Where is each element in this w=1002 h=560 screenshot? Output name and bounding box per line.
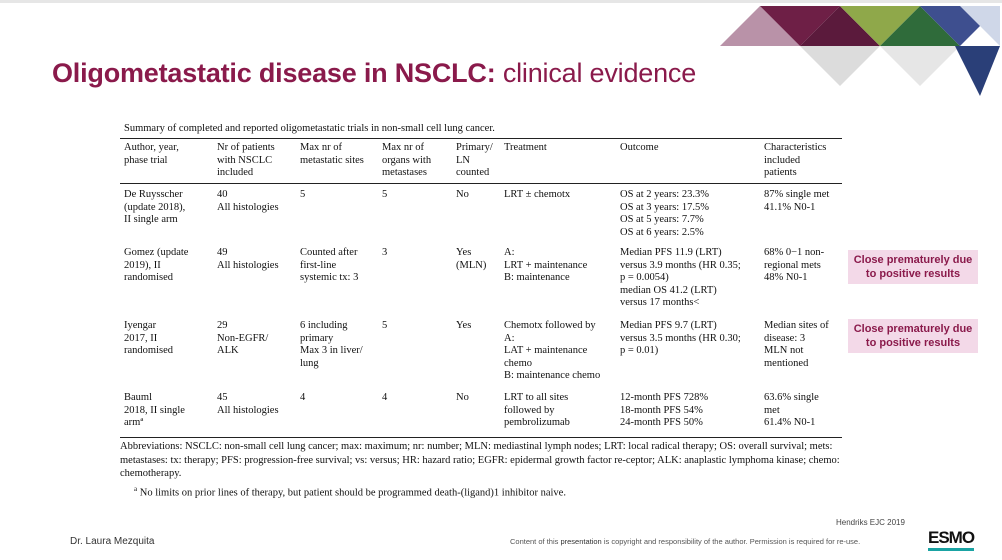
header-patients: Nr of patients with NSCLC included bbox=[217, 142, 275, 178]
copyright-notice: Content of this presentation is copyright and responsibility of the author. Permission is required for re-use. bbox=[510, 537, 861, 546]
table-cell: Median PFS 9.7 (LRT) versus 3.5 months (HR 0.30; p = 0.01) bbox=[620, 320, 741, 356]
esmo-logo-accent bbox=[928, 548, 974, 551]
table-cell: LRT ± chemotx bbox=[504, 189, 571, 200]
table-rule-header bbox=[120, 183, 842, 184]
table-cell: Yes bbox=[456, 320, 472, 331]
table-cell: 5 bbox=[300, 189, 306, 200]
table-cell: A: LRT + maintenance B: maintenance bbox=[504, 247, 588, 283]
header-max-organs: Max nr of organs with metastases bbox=[382, 142, 432, 178]
decorative-triangles bbox=[0, 0, 1002, 110]
table-cell: 63.6% single met 61.4% N0-1 bbox=[764, 392, 819, 428]
table-caption: Summary of completed and reported oligometastatic trials in non-small cell lung cancer. bbox=[124, 123, 495, 134]
header-author: Author, year, phase trial bbox=[124, 142, 179, 166]
header-outcome: Outcome bbox=[620, 142, 659, 153]
table-cell: Gomez (update 2019), II randomised bbox=[124, 247, 189, 283]
presenter-name: Dr. Laura Mezquita bbox=[70, 536, 155, 547]
footnote-text: No limits on prior lines of therapy, but patient should be programmed death-(ligand)1 inhibitor naive. bbox=[139, 487, 566, 499]
table-cell: 12-month PFS 728% 18-month PFS 54% 24-month PFS 50% bbox=[620, 392, 709, 428]
table-cell: LRT to all sites followed by pembrolizumab bbox=[504, 392, 570, 428]
table-cell: 5 bbox=[382, 189, 388, 200]
table-cell: 40 All histologies bbox=[217, 189, 279, 213]
table-cell: Median PFS 11.9 (LRT) versus 3.9 months (HR 0.35; p = 0.0054) median OS 41.2 (LRT) versus 17 months< bbox=[620, 247, 741, 308]
table-cell: No bbox=[456, 392, 469, 403]
table-cell: 29 Non-EGFR/ ALK bbox=[217, 320, 269, 356]
table-cell: 68% 0−1 non- regional mets 48% N0-1 bbox=[764, 247, 825, 283]
table-cell: Counted after first-line systemic tx: 3 bbox=[300, 247, 359, 283]
table-cell: Median sites of disease: 3 MLN not mentioned bbox=[764, 320, 829, 369]
table-cell: 49 All histologies bbox=[217, 247, 279, 271]
table-cell: 4 bbox=[300, 392, 306, 403]
badge-gomez-closed: Close prematurely due to positive results bbox=[848, 250, 978, 284]
table-cell: 87% single met 41.1% N0-1 bbox=[764, 189, 830, 213]
header-primary-ln: Primary/ LN counted bbox=[456, 142, 493, 178]
table-rule-bottom bbox=[120, 437, 842, 438]
table-notes bbox=[120, 440, 842, 499]
esmo-logo: ESMO bbox=[928, 528, 975, 547]
reference: Hendriks EJC 2019 bbox=[836, 518, 905, 527]
table-cell: De Ruysscher (update 2018), II single arm bbox=[124, 189, 186, 225]
page-title: Oligometastatic disease in NSCLC: clinical evidence bbox=[52, 58, 697, 88]
footnote-mark: a bbox=[134, 485, 138, 493]
table-cell: 3 bbox=[382, 247, 388, 258]
table-cell: Yes (MLN) bbox=[456, 247, 487, 271]
table-cell: Bauml 2018, II single armª bbox=[124, 392, 185, 428]
table-cell: 5 bbox=[382, 320, 388, 331]
table-cell: No bbox=[456, 189, 469, 200]
footnote bbox=[120, 483, 566, 500]
header-characteristics: Characteristics included patients bbox=[764, 142, 827, 178]
table-cell: Chemotx followed by A: LAT + maintenance chemo B: maintenance chemo bbox=[504, 320, 601, 381]
table-rule-top bbox=[120, 138, 842, 139]
table-cell: 4 bbox=[382, 392, 388, 403]
table-cell: 6 including primary Max 3 in liver/ lung bbox=[300, 320, 363, 369]
header-max-sites: Max nr of metastatic sites bbox=[300, 142, 364, 166]
table-cell: OS at 2 years: 23.3% OS at 3 years: 17.5% OS at 5 years: 7.7% OS at 6 years: 2.5% bbox=[620, 189, 709, 238]
badge-iyengar-closed: Close prematurely due to positive results bbox=[848, 319, 978, 353]
abbreviations-note: Abbreviations: NSCLC: non-small cell lung cancer; max: maximum; nr: number; MLN: mediastinal lymph nodes; LRT: local radical therapy; OS: overall survival; mets: metastases: tx: therapy; PFS: progression-free survival; vs: versus; HR: hazard ratio; EGFR: epidermal growth factor re-ceptor; ALK: anaplastic lymphoma kinase; chemo: chemotherapy. bbox=[120, 441, 840, 479]
header-treatment: Treatment bbox=[504, 142, 547, 153]
table-cell: Iyengar 2017, II randomised bbox=[124, 320, 173, 356]
table-cell: 45 All histologies bbox=[217, 392, 279, 416]
